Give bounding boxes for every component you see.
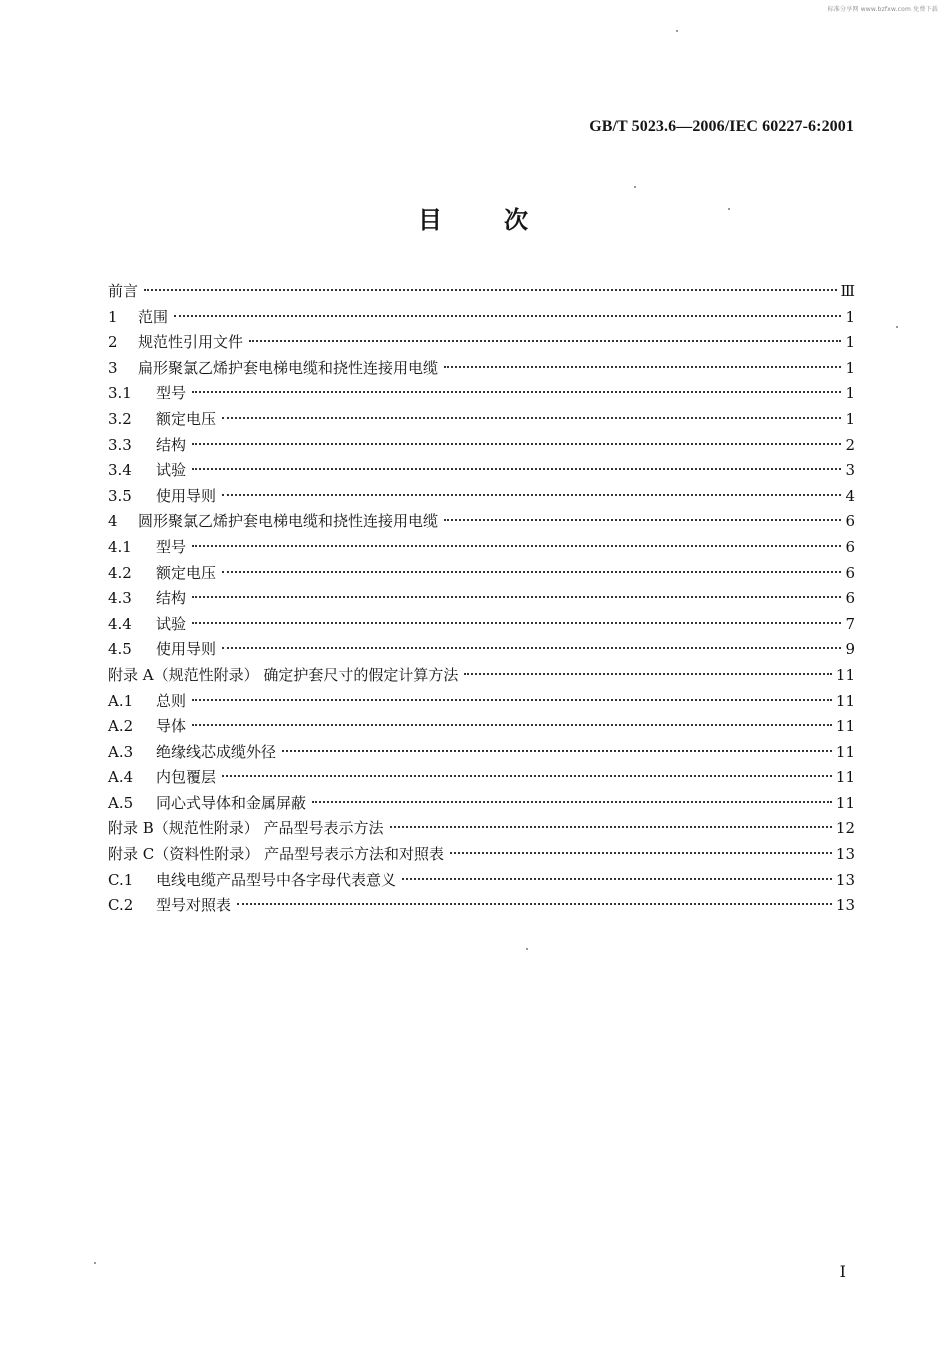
toc-entry-4-4[interactable] xyxy=(108,612,855,638)
toc-entry-label xyxy=(108,433,192,459)
toc-entry-number: 3.1 xyxy=(108,384,132,403)
toc-entry-4-1[interactable] xyxy=(108,535,855,561)
toc-entry-label xyxy=(108,663,464,689)
scan-speck xyxy=(896,326,898,328)
toc-entry-number: 3.4 xyxy=(108,461,132,480)
toc-entry-title: 额定电压 xyxy=(156,563,217,582)
toc-entry-annex-b[interactable] xyxy=(108,816,855,842)
toc-entry-page: Ⅲ xyxy=(840,282,855,300)
toc-entry-title: 规范性引用文件 xyxy=(138,333,244,352)
scan-speck xyxy=(526,948,528,950)
toc-leader-dots xyxy=(464,673,832,675)
toc-entry-page: 6 xyxy=(845,589,855,608)
toc-entry-title: 附录 A（规范性附录） 确定护套尺寸的假定计算方法 xyxy=(108,665,459,684)
toc-leader-dots xyxy=(444,366,841,368)
toc-entry-number: 4.2 xyxy=(108,563,132,582)
toc-entry-label xyxy=(108,791,312,817)
toc-entry-label xyxy=(108,689,192,715)
toc-leader-dots xyxy=(192,443,841,445)
toc-entry-label xyxy=(108,765,222,791)
toc-entry-3-3[interactable] xyxy=(108,433,855,459)
toc-entry-title: 试验 xyxy=(156,461,187,480)
toc-leader-dots xyxy=(192,468,841,470)
toc-entry-label xyxy=(108,407,222,433)
toc-entry-3-4[interactable] xyxy=(108,458,855,484)
toc-entry-annex-c[interactable] xyxy=(108,842,855,868)
toc-entry-title: 同心式导体和金属屏蔽 xyxy=(156,793,307,812)
toc-entry-label xyxy=(108,381,192,407)
toc-leader-dots xyxy=(192,596,841,598)
toc-entry-label xyxy=(108,740,282,766)
toc-entry-title: 试验 xyxy=(156,614,187,633)
toc-entry-page: 1 xyxy=(845,384,855,403)
toc-entry-number: 4.3 xyxy=(108,589,132,608)
toc-entry-title: 导体 xyxy=(156,717,187,736)
toc-entry-c-2[interactable] xyxy=(108,893,855,919)
toc-entry-c-1[interactable] xyxy=(108,868,855,894)
toc-entry-title: 结构 xyxy=(156,589,187,608)
toc-entry-title: 附录 B（规范性附录） 产品型号表示方法 xyxy=(108,819,384,838)
toc-entry-page: 6 xyxy=(845,512,855,531)
toc-entry-2[interactable] xyxy=(108,330,855,356)
toc-leader-dots xyxy=(222,417,841,419)
toc-entry-label xyxy=(108,612,192,638)
toc-entry-a-3[interactable] xyxy=(108,740,855,766)
toc-entry-3[interactable] xyxy=(108,356,855,382)
toc-entry-page: 13 xyxy=(835,896,855,915)
toc-entry-annex-a[interactable] xyxy=(108,663,855,689)
toc-entry-title: 扁形聚氯乙烯护套电梯电缆和挠性连接用电缆 xyxy=(138,358,439,377)
toc-leader-dots xyxy=(192,545,841,547)
toc-leader-dots xyxy=(192,622,841,624)
scan-speck xyxy=(676,30,678,32)
toc-entry-page: 13 xyxy=(835,870,855,889)
toc-entry-title: 使用导则 xyxy=(156,640,217,659)
toc-leader-dots xyxy=(192,724,832,726)
toc-entry-page: 6 xyxy=(845,563,855,582)
toc-entry-number: A.1 xyxy=(108,691,134,710)
toc-leader-dots xyxy=(237,903,832,905)
toc-entry-label xyxy=(108,330,249,356)
toc-entry-label xyxy=(108,816,390,842)
toc-leader-dots xyxy=(192,391,841,393)
toc-entry-label xyxy=(108,714,192,740)
toc-entry-number: A.3 xyxy=(108,742,134,761)
toc-entry-title: 电线电缆产品型号中各字母代表意义 xyxy=(156,870,397,889)
toc-entry-number: C.2 xyxy=(108,896,134,915)
toc-entry-title: 总则 xyxy=(156,691,187,710)
toc-entry-4-2[interactable] xyxy=(108,561,855,587)
toc-entry-page: 12 xyxy=(835,819,855,838)
toc-entry-number: 4.4 xyxy=(108,614,132,633)
toc-entry-page: 11 xyxy=(835,793,855,812)
toc-entry-a-5[interactable] xyxy=(108,791,855,817)
toc-entry-title: 型号对照表 xyxy=(156,896,232,915)
toc-leader-dots xyxy=(222,647,841,649)
toc-leader-dots xyxy=(450,852,832,854)
toc-entry-page: 11 xyxy=(835,742,855,761)
toc-entry-page: 1 xyxy=(845,409,855,428)
toc-entry-label xyxy=(108,561,222,587)
toc-entry-number: A.2 xyxy=(108,717,134,736)
toc-entry-page: 1 xyxy=(845,333,855,352)
toc-entry-title: 内包覆层 xyxy=(156,768,217,787)
toc-leader-dots xyxy=(222,571,841,573)
scan-speck xyxy=(634,186,636,188)
toc-entry-label xyxy=(108,535,192,561)
scan-speck xyxy=(94,1262,96,1264)
toc-entry-number: 2 xyxy=(108,333,118,352)
toc-entry-label xyxy=(108,893,237,919)
toc-entry-a-1[interactable] xyxy=(108,689,855,715)
toc-entry-title: 型号 xyxy=(156,537,187,556)
toc-entry-label xyxy=(108,356,444,382)
toc-entry-number: 4.5 xyxy=(108,640,132,659)
toc-entry-4-3[interactable] xyxy=(108,586,855,612)
toc-entry-label xyxy=(108,842,450,868)
toc-entry-number: 4.1 xyxy=(108,537,132,556)
toc-entry-page: 7 xyxy=(845,614,855,633)
toc-leader-dots xyxy=(390,826,832,828)
toc-entry-label xyxy=(108,279,144,305)
page-title: 目次 xyxy=(418,206,590,234)
toc-leader-dots xyxy=(444,519,841,521)
toc-entry-number: A.5 xyxy=(108,793,134,812)
toc-entry-label xyxy=(108,305,174,331)
toc-entry-label xyxy=(108,484,222,510)
toc-entry-page: 6 xyxy=(845,537,855,556)
toc-entry-page: 1 xyxy=(845,358,855,377)
watermark-text: 标准分享网 www.bzfxw.com 免费下载 xyxy=(827,6,938,13)
toc-entry-title: 前言 xyxy=(108,282,139,300)
toc-entry-label xyxy=(108,509,444,535)
table-of-contents xyxy=(108,279,855,919)
toc-entry-title: 附录 C（资料性附录） 产品型号表示方法和对照表 xyxy=(108,845,445,864)
toc-entry-page: 1 xyxy=(845,307,855,326)
toc-entry-title: 结构 xyxy=(156,435,187,454)
toc-entry-number: A.4 xyxy=(108,768,134,787)
toc-entry-label xyxy=(108,637,222,663)
toc-entry-foreword[interactable] xyxy=(108,279,855,305)
toc-entry-page: 13 xyxy=(835,845,855,864)
toc-entry-page: 2 xyxy=(845,435,855,454)
toc-entry-title: 范围 xyxy=(138,307,169,326)
toc-entry-number: 3.5 xyxy=(108,486,132,505)
page-number: I xyxy=(839,1262,846,1281)
toc-leader-dots xyxy=(282,750,832,752)
toc-entry-number: 3 xyxy=(108,358,118,377)
toc-entry-label xyxy=(108,458,192,484)
toc-leader-dots xyxy=(192,699,832,701)
scan-speck xyxy=(728,208,730,210)
toc-entry-a-2[interactable] xyxy=(108,714,855,740)
toc-entry-4[interactable] xyxy=(108,509,855,535)
toc-entry-title: 绝缘线芯成缆外径 xyxy=(156,742,277,761)
toc-entry-3-5[interactable] xyxy=(108,484,855,510)
toc-entry-number: C.1 xyxy=(108,870,134,889)
toc-entry-page: 9 xyxy=(845,640,855,659)
toc-entry-page: 11 xyxy=(835,768,855,787)
toc-leader-dots xyxy=(222,775,832,777)
toc-entry-4-5[interactable] xyxy=(108,637,855,663)
standard-code: GB/T 5023.6—2006/IEC 60227-6:2001 xyxy=(589,118,854,135)
toc-entry-label xyxy=(108,868,402,894)
toc-leader-dots xyxy=(312,801,832,803)
toc-entry-label xyxy=(108,586,192,612)
toc-entry-title: 额定电压 xyxy=(156,409,217,428)
toc-entry-page: 11 xyxy=(835,691,855,710)
toc-entry-page: 11 xyxy=(835,717,855,736)
toc-entry-number: 4 xyxy=(108,512,118,531)
toc-entry-number: 3.3 xyxy=(108,435,132,454)
toc-entry-1[interactable] xyxy=(108,305,855,331)
toc-entry-3-1[interactable] xyxy=(108,381,855,407)
toc-leader-dots xyxy=(174,315,841,317)
toc-leader-dots xyxy=(249,340,841,342)
toc-entry-number: 3.2 xyxy=(108,409,132,428)
toc-entry-title: 圆形聚氯乙烯护套电梯电缆和挠性连接用电缆 xyxy=(138,512,439,531)
toc-leader-dots xyxy=(402,878,832,880)
toc-entry-a-4[interactable] xyxy=(108,765,855,791)
toc-entry-number: 1 xyxy=(108,307,118,326)
toc-entry-title: 使用导则 xyxy=(156,486,217,505)
toc-entry-title: 型号 xyxy=(156,384,187,403)
toc-leader-dots xyxy=(144,289,837,291)
toc-leader-dots xyxy=(222,494,841,496)
toc-entry-page: 4 xyxy=(845,486,855,505)
toc-entry-page: 11 xyxy=(835,665,855,684)
toc-entry-page: 3 xyxy=(845,461,855,480)
toc-entry-3-2[interactable] xyxy=(108,407,855,433)
